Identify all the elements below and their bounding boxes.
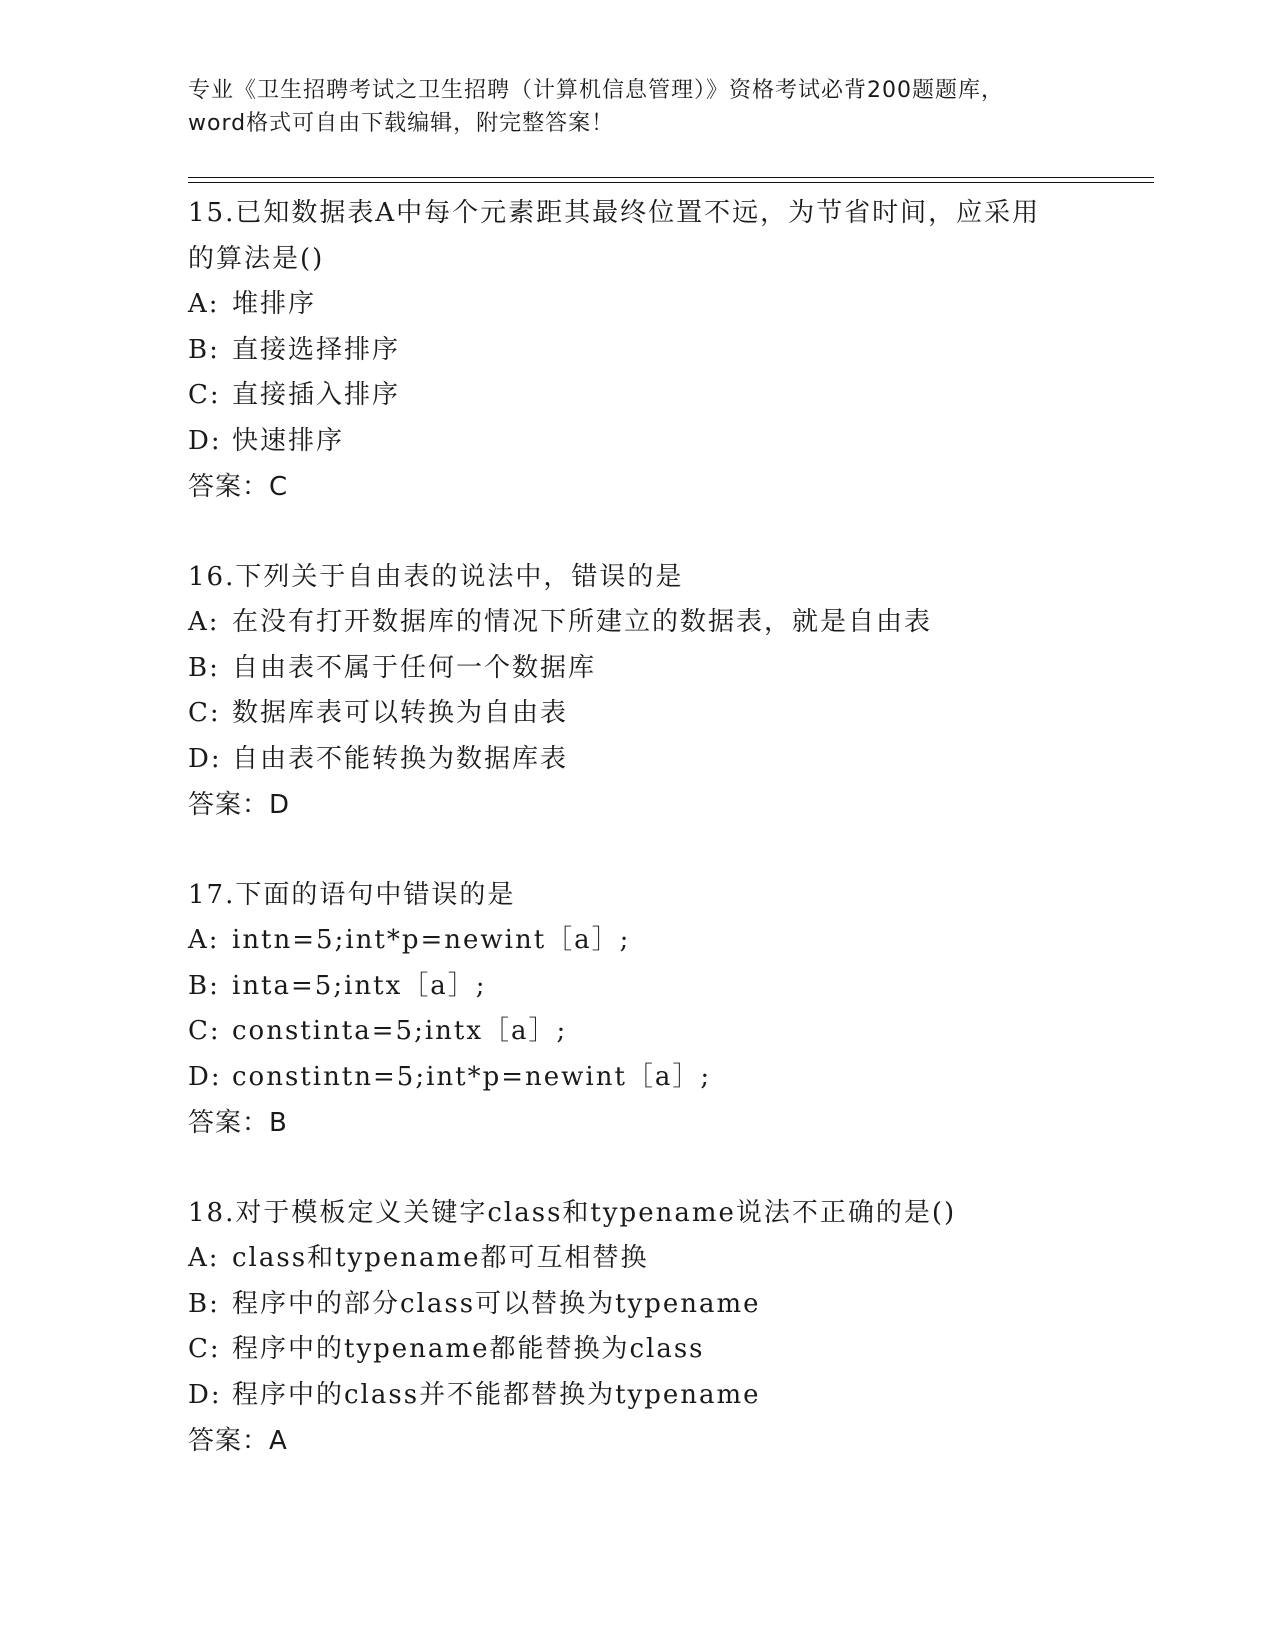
option-text: 直接选择排序 [232,334,401,365]
option-letter: C: [188,380,221,410]
option-c [188,691,1148,737]
question-list [188,190,1148,1508]
option-letter: C: [188,1016,221,1046]
option-d [188,1373,1148,1419]
option-text: 自由表不属于任何一个数据库 [232,652,597,683]
option-letter: A: [188,925,220,955]
option-a [188,282,1148,328]
question-stem-line: 18.对于模板定义关键字class和typename说法不正确的是() [188,1198,957,1228]
option-letter: B: [188,334,220,365]
option-letter: C: [188,1334,221,1364]
option-text: intn=5;int*p=newint［a］; [232,925,631,955]
option-b [188,964,1148,1010]
option-letter: C: [188,698,221,728]
question-stem-line: 的算法是() [188,244,325,274]
option-letter: A: [188,1243,220,1273]
option-a [188,918,1148,964]
header-divider-top [188,177,1154,178]
option-a [188,600,1148,646]
question-stem-line: 15.已知数据表A中每个元素距其最终位置不远，为节省时间，应采用 [188,198,1041,228]
option-a [188,1236,1148,1282]
option-text: constintn=5;int*p=newint［a］; [232,1061,712,1092]
question-15 [188,190,1148,510]
option-letter: D: [188,425,222,456]
option-text: 数据库表可以转换为自由表 [232,698,569,728]
option-c [188,373,1148,419]
option-letter: A: [188,607,220,637]
option-c [188,1327,1148,1373]
option-text: 在没有打开数据库的情况下所建立的数据表，就是自由表 [232,607,933,637]
option-text: inta=5;intx［a］; [232,970,487,1001]
option-text: 程序中的typename都能替换为class [232,1334,705,1364]
option-d [188,419,1148,465]
option-b [188,328,1148,374]
option-d [188,737,1148,783]
answer-line: 答案：B [188,1108,288,1138]
answer-line: 答案：D [188,790,291,820]
option-letter: B: [188,652,220,683]
option-text: 程序中的class并不能都替换为typename [232,1379,761,1410]
question-stem-line: 17.下面的语句中错误的是 [188,880,516,910]
option-letter: D: [188,743,222,774]
option-letter: A: [188,289,220,319]
option-letter: B: [188,1288,220,1319]
question-17 [188,872,1148,1146]
option-c [188,1009,1148,1055]
option-text: 快速排序 [232,425,345,456]
option-text: 直接插入排序 [232,380,401,410]
option-d [188,1055,1148,1101]
option-letter: B: [188,970,220,1001]
option-text: 堆排序 [232,289,317,319]
option-letter: D: [188,1379,222,1410]
option-b [188,646,1148,692]
answer-line: 答案：C [188,472,289,502]
option-text: 自由表不能转换为数据库表 [232,743,569,774]
document-header [188,74,1088,140]
header-divider-bottom [188,182,1154,183]
option-text: 程序中的部分class可以替换为typename [232,1288,761,1319]
option-b [188,1282,1148,1328]
question-stem-line: 16.下列关于自由表的说法中，错误的是 [188,562,684,592]
header-line-1: 专业《卫生招聘考试之卫生招聘（计算机信息管理）》资格考试必背200题题库， [188,78,1004,103]
option-letter: D: [188,1061,222,1092]
question-16 [188,554,1148,828]
answer-line: 答案：A [188,1426,288,1456]
option-text: constinta=5;intx［a］; [232,1016,568,1046]
option-text: class和typename都可互相替换 [232,1243,649,1273]
header-line-2: word格式可自由下载编辑，附完整答案！ [188,111,615,136]
question-18 [188,1190,1148,1464]
